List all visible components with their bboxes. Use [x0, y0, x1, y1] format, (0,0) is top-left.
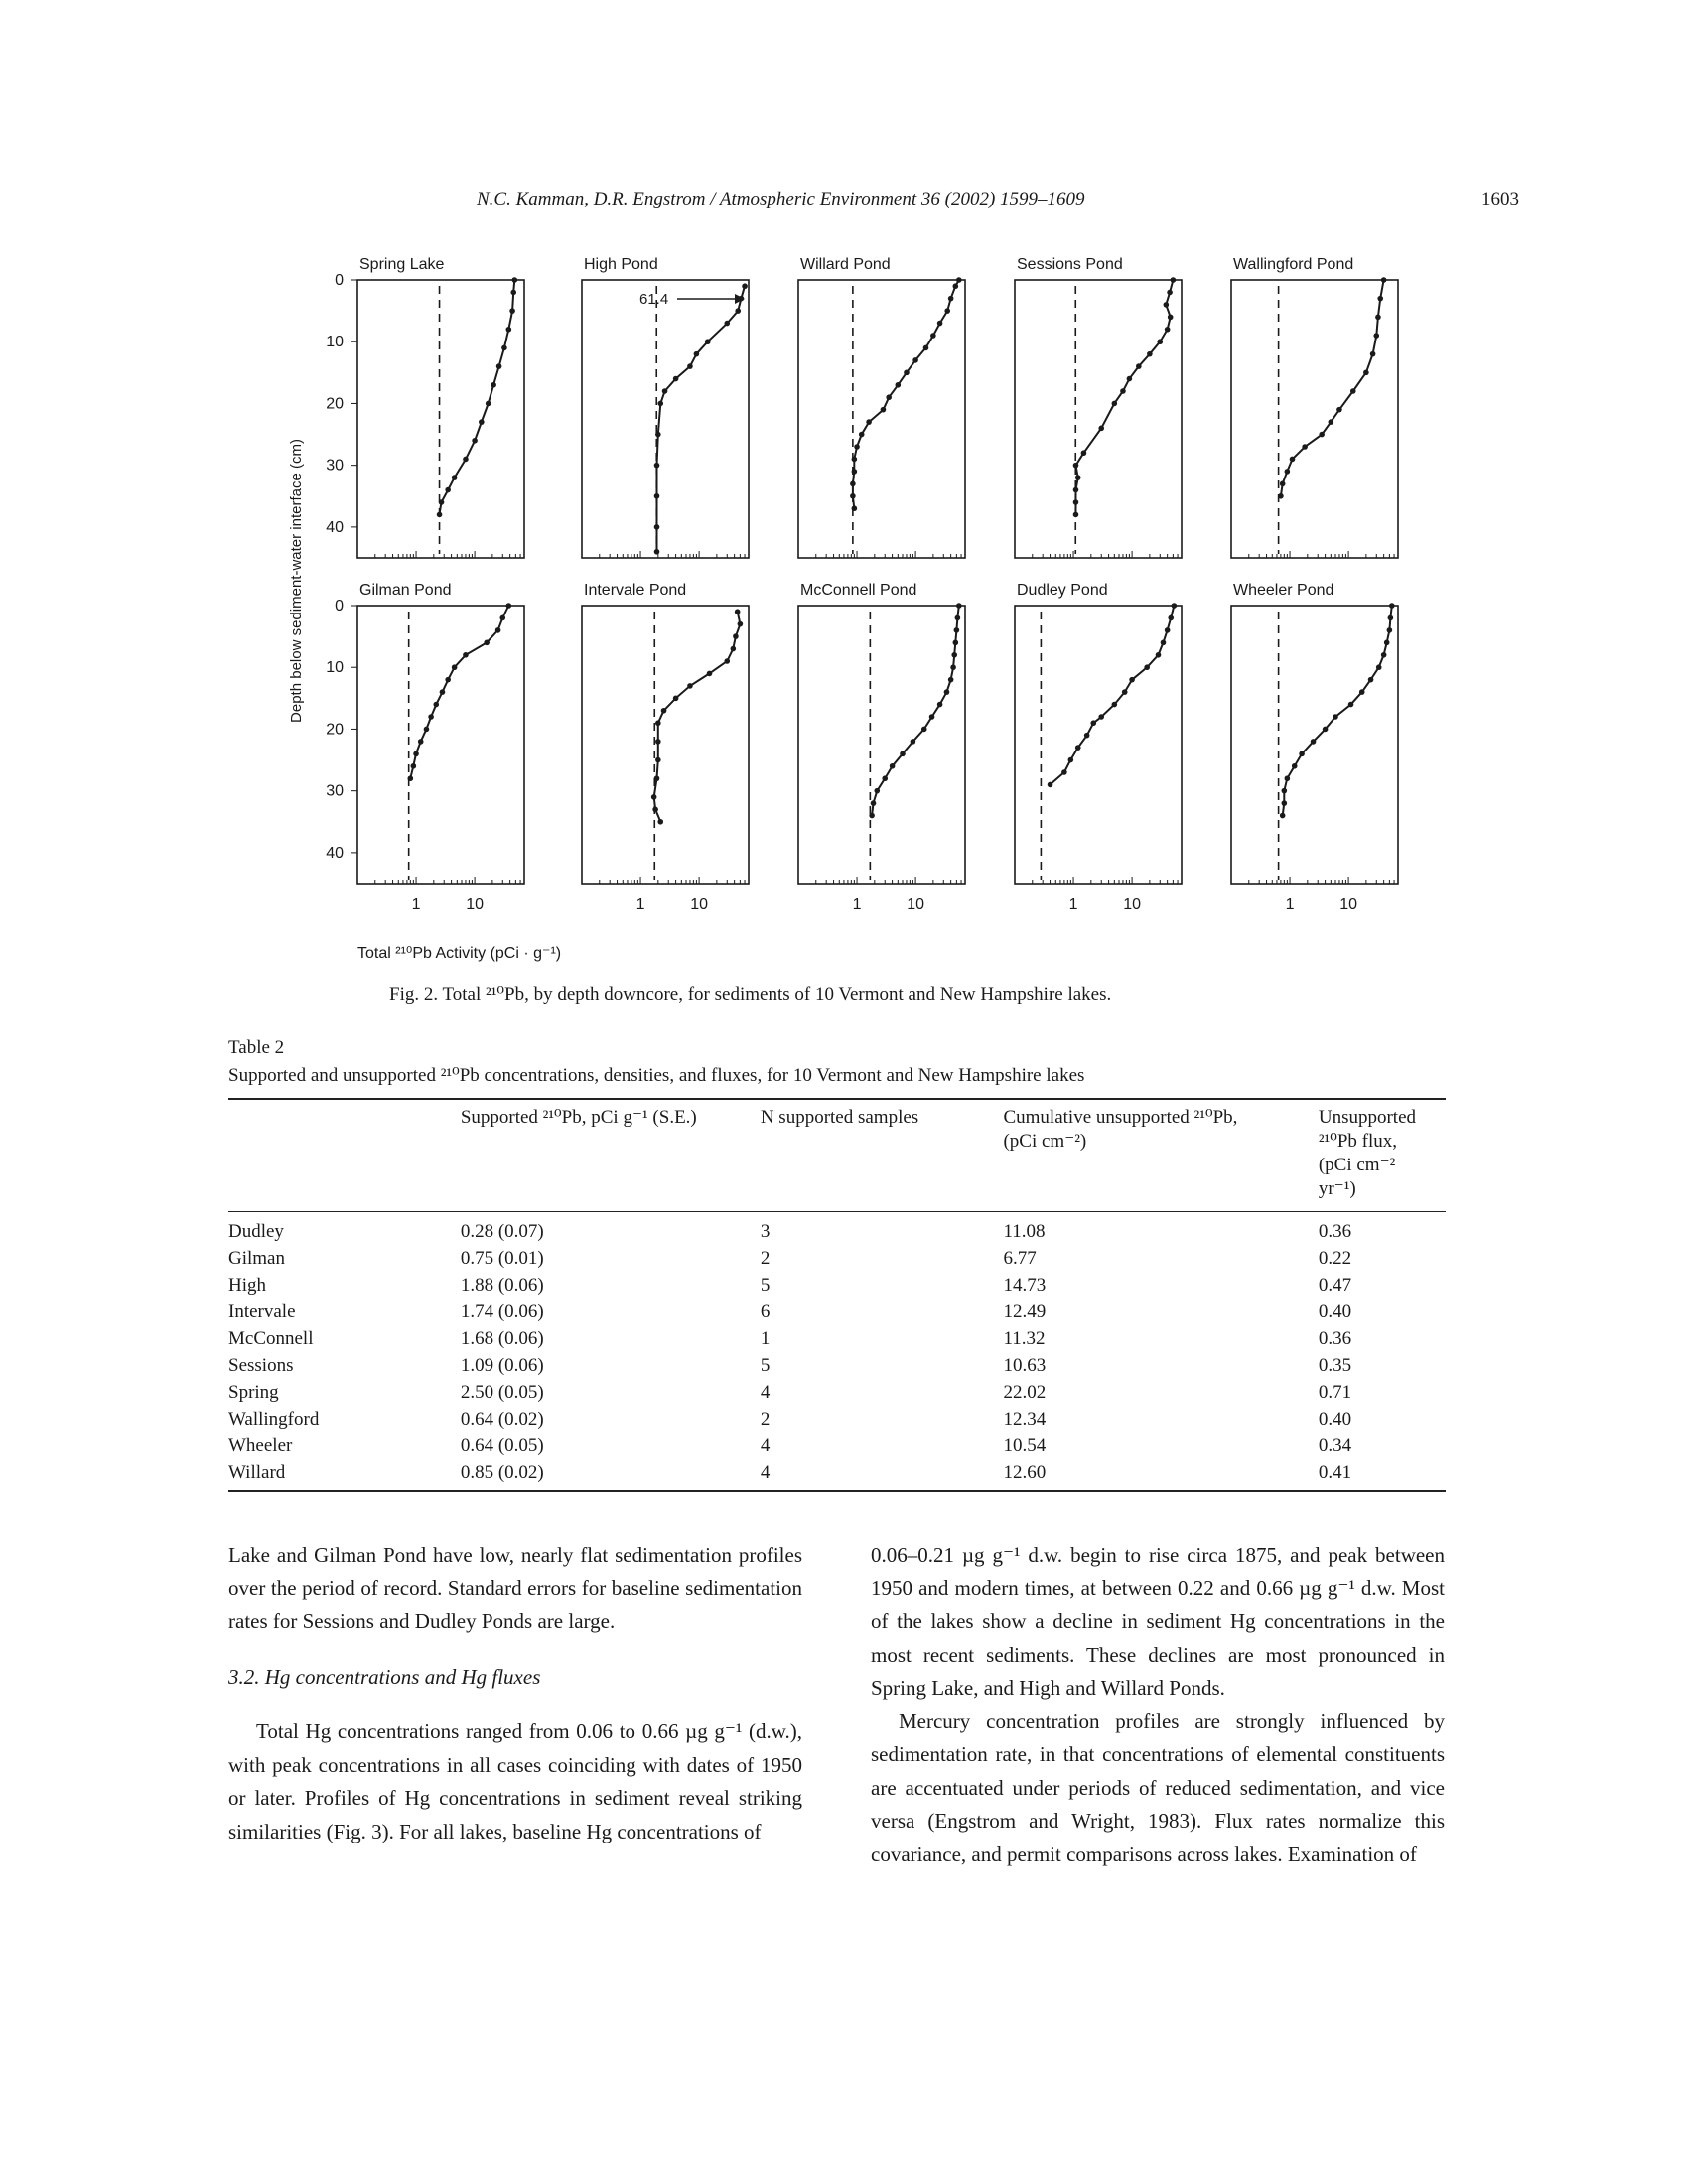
table-cell: 1.88 (0.06) — [460, 1275, 544, 1296]
data-point — [1127, 376, 1133, 382]
profile-line — [440, 280, 515, 514]
table-cell: 5 — [760, 1355, 771, 1376]
table-header-cell: N supported samples — [760, 1107, 919, 1128]
data-point — [956, 603, 962, 609]
table-cell: Wallingford — [228, 1409, 320, 1430]
panel-title: Dudley Pond — [1017, 582, 1108, 599]
table-cell: 6.77 — [1003, 1248, 1037, 1269]
data-point — [654, 524, 660, 530]
data-point — [472, 438, 478, 444]
data-point — [882, 775, 888, 781]
data-point — [890, 763, 896, 769]
table-cell: McConnell — [228, 1328, 314, 1349]
data-point — [1157, 339, 1163, 344]
data-point — [495, 627, 501, 633]
panel-title: Gilman Pond — [359, 582, 452, 599]
data-point — [1323, 727, 1329, 733]
data-point — [651, 794, 657, 800]
table-cell: Dudley — [228, 1221, 284, 1242]
data-point — [896, 382, 902, 388]
table-cell: 0.40 — [1318, 1409, 1352, 1430]
data-point — [738, 621, 744, 627]
data-point — [484, 640, 490, 646]
data-point — [948, 677, 954, 683]
table-cell: 10.54 — [1003, 1435, 1047, 1456]
table-cell: 0.22 — [1318, 1248, 1352, 1269]
data-point — [1068, 757, 1074, 763]
page-number: 1603 — [1481, 189, 1519, 209]
data-point — [1302, 444, 1308, 450]
x-tick-label: 10 — [1123, 896, 1141, 913]
data-point — [1311, 739, 1317, 745]
data-point — [724, 321, 730, 327]
data-point — [955, 615, 961, 621]
data-point — [1073, 499, 1079, 505]
table-cell: 0.34 — [1318, 1435, 1352, 1456]
data-point — [921, 727, 927, 733]
y-axis-label: Depth below sediment-water interface (cm) — [288, 439, 305, 723]
data-point — [673, 696, 679, 702]
data-point — [1282, 788, 1288, 794]
data-point — [1373, 333, 1379, 339]
data-point — [512, 277, 518, 283]
y-tick-label: 20 — [326, 395, 344, 413]
data-point — [452, 664, 458, 670]
data-point — [1168, 615, 1174, 621]
data-point — [948, 296, 954, 302]
data-point — [437, 512, 443, 518]
data-point — [452, 475, 458, 480]
data-point — [1278, 493, 1284, 499]
data-point — [1381, 652, 1387, 658]
data-point — [1147, 351, 1153, 357]
data-point — [904, 370, 910, 376]
paragraph: Lake and Gilman Pond have low, nearly flat sedimentation profiles over the period of record. Standard errors for baseline sedimentation rates for Sessions and Dudley Ponds are large. — [228, 1543, 802, 1633]
data-point — [655, 757, 661, 763]
data-point — [1377, 296, 1383, 302]
data-point — [652, 807, 658, 813]
data-point — [1156, 652, 1162, 658]
data-point — [1112, 401, 1118, 407]
profile-line — [872, 606, 959, 816]
data-point — [923, 345, 929, 351]
plot-frame — [1231, 280, 1398, 558]
data-point — [510, 290, 516, 296]
data-point — [1388, 615, 1394, 621]
panel-title: Sessions Pond — [1017, 256, 1123, 273]
table-row — [228, 1298, 1446, 1325]
table-cell: 2.50 (0.05) — [460, 1382, 544, 1403]
plot-frame — [798, 606, 965, 884]
table-cell: 6 — [760, 1301, 771, 1322]
table-cell: 0.35 — [1318, 1355, 1352, 1376]
table-cell: 4 — [760, 1435, 771, 1456]
data-point — [937, 321, 943, 327]
table-row — [228, 1272, 1446, 1298]
x-axis-label: Total ²¹⁰Pb Activity (pCi · g⁻¹) — [357, 945, 562, 962]
data-point — [1329, 419, 1334, 425]
plot-frame — [1015, 606, 1182, 884]
table-cell: 11.32 — [1003, 1328, 1046, 1349]
profile-line — [1283, 606, 1392, 816]
data-point — [912, 357, 918, 363]
profile-line — [654, 612, 741, 822]
data-point — [499, 615, 505, 621]
data-point — [506, 603, 512, 609]
table-cell: 0.40 — [1318, 1301, 1352, 1322]
plot-frame — [582, 280, 749, 558]
paragraph: Total Hg concentrations ranged from 0.06 to 0.66 µg g⁻¹ (d.w.), with peak concentrations in all cases coinciding with dates of 1950 or later. Profiles of Hg concentrations in sediment reveal striking similarities (Fig. 3). For all lakes, baseline Hg concentrations of — [228, 1719, 802, 1843]
data-point — [440, 689, 446, 695]
data-point — [950, 664, 956, 670]
x-tick-label: 10 — [907, 896, 924, 913]
paragraph: Mercury concentration profiles are strongly influenced by sedimentation rate, in that concentrations of elemental constituents are accentuated under periods of reduced sedimentation, and vice versa (Engstrom and Wright, 1983). Flux rates normalize this covariance, and permit comparisons across lakes. Examination of — [871, 1708, 1445, 1866]
data-point — [724, 658, 730, 664]
table-cell: 0.41 — [1318, 1462, 1352, 1483]
table-cell: 10.63 — [1003, 1355, 1047, 1376]
data-point — [655, 739, 661, 745]
plot-frame — [1231, 606, 1398, 884]
data-point — [733, 633, 739, 639]
data-point — [1299, 751, 1305, 757]
panel-title: Wheeler Pond — [1233, 582, 1334, 599]
figure-caption: Fig. 2. Total ²¹⁰Pb, by depth downcore, for sediments of 10 Vermont and New Hampshire lakes. — [389, 984, 1112, 1005]
data-point — [944, 308, 950, 314]
data-point — [1282, 800, 1288, 806]
data-point — [1172, 603, 1178, 609]
x-tick-label: 1 — [635, 896, 645, 913]
table-cell: 1 — [760, 1328, 771, 1349]
table-title: Table 2 — [228, 1037, 285, 1058]
table-cell: 4 — [760, 1462, 771, 1483]
data-point — [1061, 769, 1067, 775]
data-point — [1285, 469, 1291, 475]
table-cell: Intervale — [228, 1301, 296, 1322]
data-point — [1285, 775, 1291, 781]
data-point — [428, 714, 434, 720]
data-point — [1292, 763, 1298, 769]
profile-line — [853, 280, 959, 508]
data-point — [1363, 370, 1369, 376]
data-point — [654, 775, 660, 781]
table-cell: 0.75 (0.01) — [460, 1248, 544, 1269]
data-point — [929, 714, 935, 720]
data-point — [654, 493, 660, 499]
data-point — [937, 702, 943, 708]
table-row — [228, 1325, 1446, 1352]
data-point — [1144, 664, 1150, 670]
annotation-label: 61.4 — [639, 291, 669, 308]
data-point — [506, 327, 512, 333]
data-point — [742, 283, 748, 289]
data-point — [953, 283, 959, 289]
profile-line — [657, 286, 746, 552]
table-cell: 12.34 — [1003, 1409, 1047, 1430]
data-point — [408, 775, 414, 781]
data-point — [673, 376, 679, 382]
left-text-column — [228, 1539, 802, 1848]
data-point — [509, 308, 515, 314]
data-point — [871, 800, 877, 806]
data-point — [1084, 733, 1090, 739]
table-cell: 5 — [760, 1275, 771, 1296]
figure-2-chart — [0, 0, 1684, 973]
data-point — [1290, 457, 1296, 463]
data-point — [1073, 463, 1079, 469]
data-point — [951, 652, 957, 658]
section-heading: 3.2. Hg concentrations and Hg fluxes — [228, 1664, 541, 1689]
table-cell: 12.49 — [1003, 1301, 1047, 1322]
data-point — [1280, 481, 1286, 487]
profile-line — [1281, 280, 1384, 496]
data-point — [852, 505, 858, 511]
profile-line — [410, 606, 508, 778]
table-cell: 0.36 — [1318, 1328, 1352, 1349]
data-point — [1319, 432, 1325, 438]
table-cell: 12.60 — [1003, 1462, 1047, 1483]
data-point — [1168, 315, 1174, 321]
data-point — [707, 671, 713, 677]
table-row — [228, 1459, 1446, 1491]
data-point — [433, 702, 439, 708]
data-point — [1381, 277, 1387, 283]
data-point — [662, 388, 668, 394]
table-cell: 4 — [760, 1382, 771, 1403]
panel-title: McConnell Pond — [800, 582, 917, 599]
data-point — [1165, 627, 1171, 633]
data-point — [866, 419, 872, 425]
table-cell: 22.02 — [1003, 1382, 1047, 1403]
data-point — [874, 788, 880, 794]
table-cell: 1.74 (0.06) — [460, 1301, 544, 1322]
table-cell: Sessions — [228, 1355, 294, 1376]
table-cell: 0.64 (0.02) — [460, 1409, 544, 1430]
table-row — [228, 1352, 1446, 1379]
table-cell: 1.68 (0.06) — [460, 1328, 544, 1349]
data-point — [445, 677, 451, 683]
data-point — [655, 720, 661, 726]
data-point — [1120, 388, 1126, 394]
table-cell: 0.28 (0.07) — [460, 1221, 544, 1242]
x-tick-label: 10 — [690, 896, 708, 913]
x-tick-label: 1 — [1068, 896, 1078, 913]
table-cell: 3 — [760, 1221, 771, 1242]
data-point — [1075, 475, 1081, 480]
data-point — [1164, 302, 1170, 308]
data-point — [852, 469, 858, 475]
paragraph: 0.06–0.21 µg g⁻¹ d.w. begin to rise circa 1875, and peak between 1950 and modern times, at between 0.22 and 0.66 µg g⁻¹ d.w. Most of the lakes show a decline in sediment Hg concentrations in the most recent sediments. These declines are most pronounced in Spring Lake, and High and Willard Ponds. — [871, 1543, 1445, 1700]
data-point — [1136, 363, 1142, 369]
data-point — [1359, 689, 1365, 695]
y-tick-label: 30 — [326, 782, 344, 800]
data-point — [1280, 813, 1286, 819]
data-point — [852, 457, 858, 463]
data-point — [439, 499, 445, 505]
data-point — [501, 345, 507, 351]
data-point — [1090, 720, 1096, 726]
data-point — [694, 351, 700, 357]
data-point — [1048, 782, 1053, 788]
data-point — [956, 277, 962, 283]
profile-line — [1051, 606, 1175, 784]
data-point — [1387, 627, 1393, 633]
data-point — [1098, 714, 1104, 720]
table-cell: 0.47 — [1318, 1275, 1352, 1296]
running-head: N.C. Kamman, D.R. Engstrom / Atmospheric Environment 36 (2002) 1599–1609 — [477, 189, 1085, 209]
data-point — [1073, 512, 1079, 518]
table-row — [228, 1212, 1446, 1246]
data-point — [881, 407, 887, 413]
table-header-cell: Supported ²¹⁰Pb, pCi g⁻¹ (S.E.) — [460, 1107, 697, 1128]
data-point — [496, 363, 502, 369]
data-point — [886, 394, 892, 400]
data-point — [661, 708, 667, 714]
data-point — [1081, 450, 1087, 456]
profile-line — [1076, 280, 1174, 514]
table-cell: 0.64 (0.05) — [460, 1435, 544, 1456]
table-cell: Gilman — [228, 1248, 285, 1269]
table-header-cell: Cumulative unsupported ²¹⁰Pb, (pCi cm⁻²) — [1003, 1107, 1238, 1152]
data-point — [413, 751, 419, 757]
panel-title: Wallingford Pond — [1233, 256, 1354, 273]
x-tick-label: 1 — [411, 896, 421, 913]
data-point — [418, 739, 424, 745]
data-point — [1075, 745, 1081, 751]
data-point — [1129, 677, 1135, 683]
data-point — [491, 382, 496, 388]
data-point — [953, 640, 959, 646]
table-cell: Willard — [228, 1462, 286, 1483]
table-cell: High — [228, 1275, 266, 1296]
x-tick-label: 10 — [1339, 896, 1357, 913]
plot-frame — [1015, 280, 1182, 558]
x-tick-label: 10 — [466, 896, 484, 913]
data-point — [1122, 689, 1128, 695]
data-point — [859, 432, 865, 438]
y-tick-label: 20 — [326, 721, 344, 739]
data-point — [657, 401, 663, 407]
data-point — [463, 652, 469, 658]
x-tick-label: 1 — [852, 896, 862, 913]
table-cell: 11.08 — [1003, 1221, 1046, 1242]
data-point — [445, 487, 451, 493]
data-point — [655, 432, 661, 438]
table-row — [228, 1379, 1446, 1406]
data-point — [850, 493, 856, 499]
table-header-cell: Unsupported ²¹⁰Pb flux, (pCi cm⁻² yr⁻¹) — [1318, 1107, 1416, 1199]
data-point — [463, 457, 469, 463]
data-point — [1161, 640, 1167, 646]
data-point — [954, 627, 960, 633]
table-cell: 0.36 — [1318, 1221, 1352, 1242]
data-point — [1350, 388, 1356, 394]
y-tick-label: 10 — [326, 334, 344, 351]
data-point — [1098, 426, 1104, 432]
data-point — [944, 689, 950, 695]
table-2 — [228, 1098, 1446, 1492]
data-point — [657, 819, 663, 825]
table-subtitle: Supported and unsupported ²¹⁰Pb concentrations, densities, and fluxes, for 10 Vermont and New Hampshire lakes — [228, 1065, 1085, 1086]
data-point — [930, 333, 936, 339]
data-point — [1333, 714, 1338, 720]
plot-frame — [582, 606, 749, 884]
data-point — [854, 444, 860, 450]
table-cell: 14.73 — [1003, 1275, 1047, 1296]
y-tick-label: 0 — [335, 272, 344, 289]
data-point — [687, 363, 693, 369]
data-point — [1112, 702, 1118, 708]
table-row — [228, 1406, 1446, 1433]
y-tick-label: 40 — [326, 844, 344, 862]
data-point — [705, 339, 711, 344]
table-cell: 2 — [760, 1248, 771, 1269]
table-header-row — [228, 1099, 1446, 1212]
table-cell: 1.09 (0.06) — [460, 1355, 544, 1376]
data-point — [1171, 277, 1177, 283]
data-point — [1370, 351, 1376, 357]
data-point — [735, 609, 741, 614]
data-point — [1384, 640, 1390, 646]
y-tick-label: 40 — [326, 518, 344, 536]
data-point — [1336, 407, 1342, 413]
data-point — [1165, 327, 1171, 333]
table-cell: 2 — [760, 1409, 771, 1430]
data-point — [1167, 290, 1173, 296]
y-tick-label: 0 — [335, 598, 344, 614]
panel-title: Spring Lake — [359, 256, 445, 273]
data-point — [850, 481, 856, 487]
panel-title: Intervale Pond — [584, 582, 687, 599]
data-point — [1375, 315, 1381, 321]
data-point — [654, 549, 660, 555]
data-point — [869, 813, 875, 819]
data-point — [411, 763, 417, 769]
y-tick-label: 10 — [326, 659, 344, 677]
table-row — [228, 1245, 1446, 1272]
table-cell: 0.85 (0.02) — [460, 1462, 544, 1483]
data-point — [735, 308, 741, 314]
right-text-column — [871, 1539, 1445, 1871]
data-point — [1376, 664, 1382, 670]
data-point — [900, 751, 906, 757]
panel-title: High Pond — [584, 256, 658, 273]
data-point — [479, 419, 485, 425]
data-point — [654, 463, 660, 469]
plot-frame — [357, 606, 524, 884]
data-point — [486, 401, 491, 407]
data-point — [1348, 702, 1354, 708]
table-row — [228, 1433, 1446, 1459]
table-cell: 0.71 — [1318, 1382, 1352, 1403]
data-point — [731, 646, 737, 652]
panel-title: Willard Pond — [800, 256, 891, 273]
data-point — [911, 739, 916, 745]
data-point — [424, 727, 430, 733]
x-tick-label: 1 — [1285, 896, 1295, 913]
table-header-cell — [228, 1099, 461, 1212]
table-cell: Wheeler — [228, 1435, 293, 1456]
data-point — [1389, 603, 1395, 609]
data-point — [1073, 487, 1079, 493]
data-point — [1368, 677, 1374, 683]
data-point — [687, 683, 693, 689]
table-cell: Spring — [228, 1382, 279, 1403]
y-tick-label: 30 — [326, 457, 344, 475]
